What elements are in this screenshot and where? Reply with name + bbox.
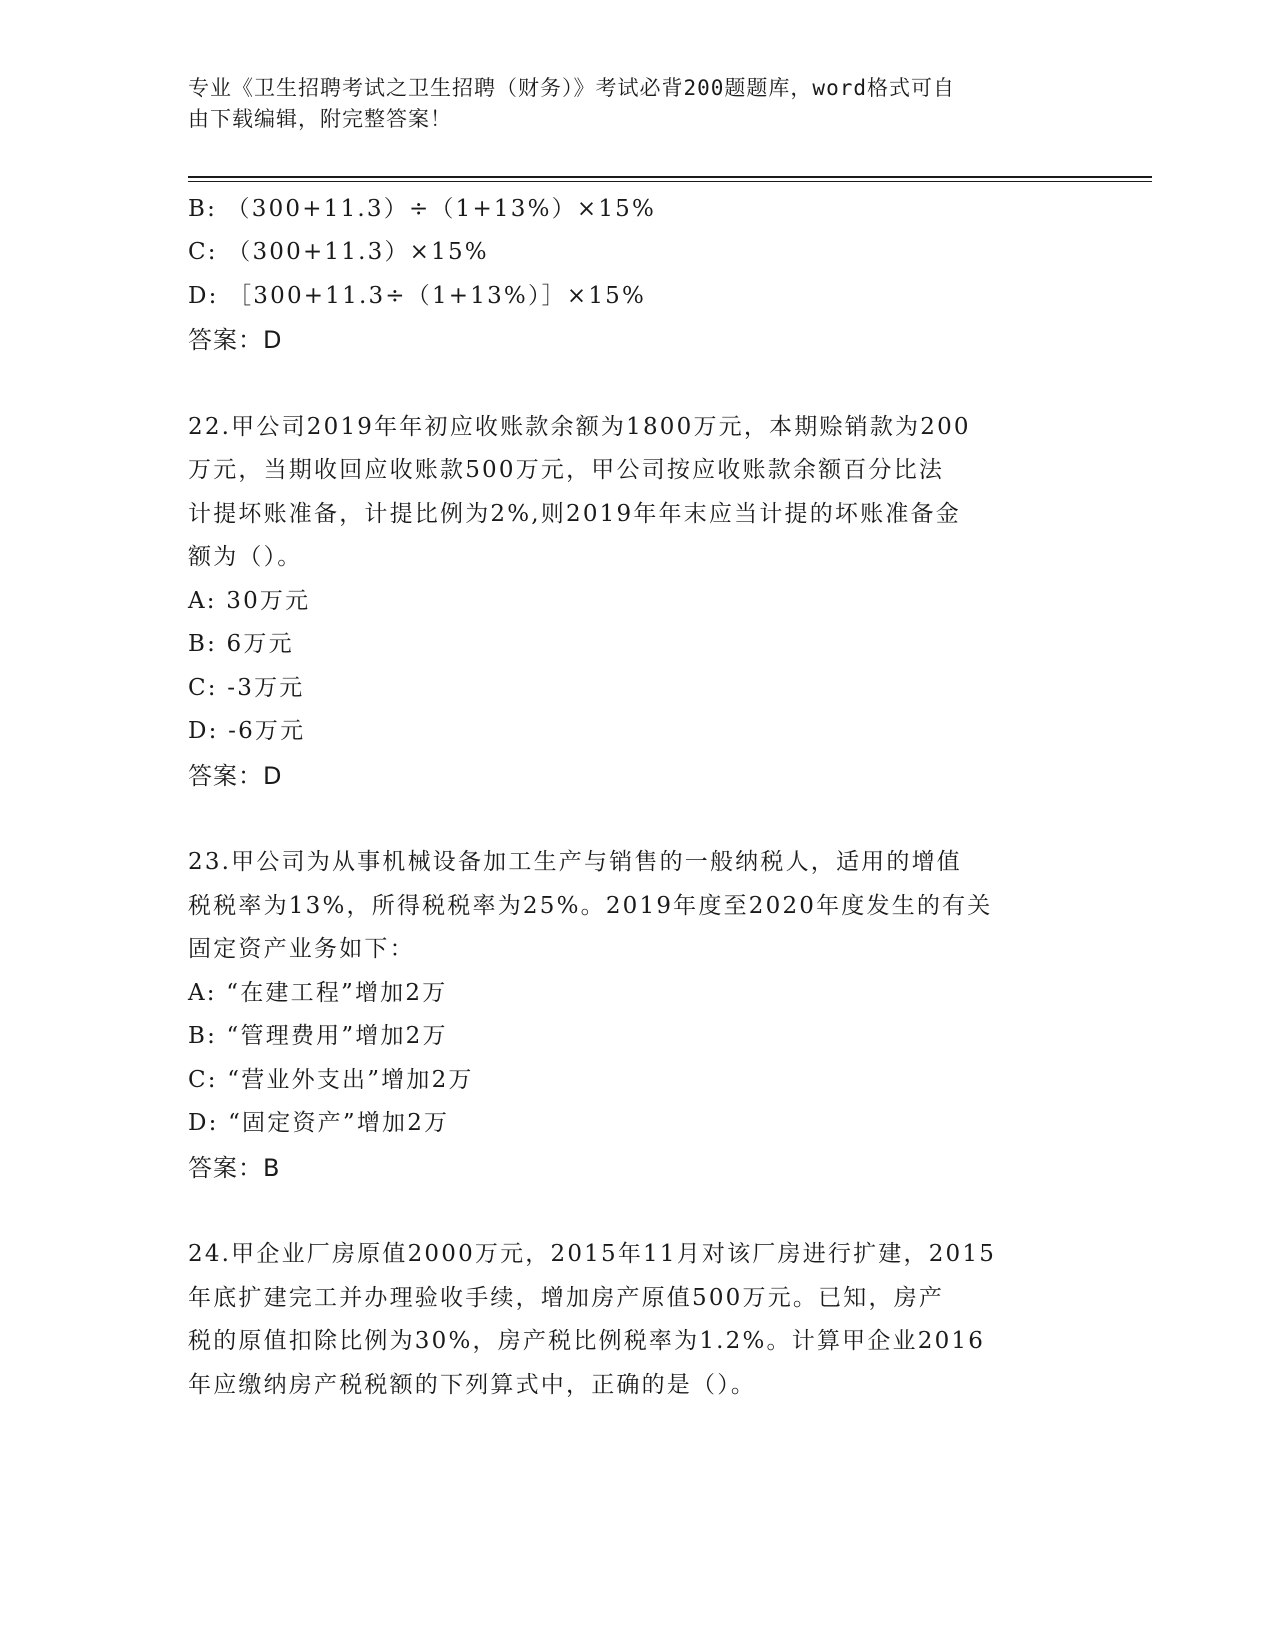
q23-option-a: A: “在建工程”增加2万	[188, 980, 448, 1006]
q21-option-b: B: （300+11.3）÷（1+13%）×15%	[188, 196, 657, 222]
q23-answer: 答案：B	[188, 1154, 281, 1182]
q23-stem-line-2: 税税率为13%，所得税税率为25%。2019年度至2020年度发生的有关	[188, 893, 993, 919]
q23-stem-line-3: 固定资产业务如下：	[188, 936, 415, 962]
q24-stem-line-3: 税的原值扣除比例为30%，房产税比例税率为1.2%。计算甲企业2016	[188, 1328, 986, 1354]
header-line-2: 由下载编辑，附完整答案！	[188, 107, 452, 131]
q22-answer: 答案：D	[188, 762, 283, 790]
q22-stem-line-4: 额为（）。	[188, 544, 303, 570]
q22-stem-line-2: 万元，当期收回应收账款500万元，甲公司按应收账款余额百分比法	[188, 457, 945, 483]
q23-option-d: D: “固定资产”增加2万	[188, 1110, 450, 1136]
q23-stem-line-1: 23.甲公司为从事机械设备加工生产与销售的一般纳税人，适用的增值	[188, 849, 962, 875]
q22-option-c: C: -3万元	[188, 675, 305, 701]
header-divider-thick	[188, 176, 1152, 178]
document-header	[188, 73, 1068, 135]
header-divider-thin	[188, 181, 1152, 182]
q22-option-b: B: 6万元	[188, 631, 294, 657]
q23-option-b: B: “管理费用”增加2万	[188, 1023, 448, 1049]
header-line-1: 专业《卫生招聘考试之卫生招聘（财务）》考试必背200题题库，word格式可自	[188, 76, 955, 100]
q21-option-c: C: （300+11.3）×15%	[188, 239, 489, 265]
q24-stem-line-4: 年应缴纳房产税税额的下列算式中，正确的是（）。	[188, 1372, 757, 1398]
q21-answer: 答案：D	[188, 326, 283, 354]
q22-option-a: A: 30万元	[188, 588, 311, 614]
q23-option-c: C: “营业外支出”增加2万	[188, 1067, 474, 1093]
q22-stem-line-1: 22.甲公司2019年年初应收账款余额为1800万元，本期赊销款为200	[188, 414, 971, 440]
q24-stem-line-2: 年底扩建完工并办理验收手续，增加房产原值500万元。已知，房产	[188, 1285, 945, 1311]
q21-option-d: D: ［300+11.3÷（1+13%）］×15%	[188, 283, 647, 309]
q24-stem-line-1: 24.甲企业厂房原值2000万元，2015年11月对该厂房进行扩建，2015	[188, 1241, 997, 1267]
q22-option-d: D: -6万元	[188, 718, 306, 744]
q22-stem-line-3: 计提坏账准备，计提比例为2%,则2019年年末应当计提的坏账准备金	[188, 501, 961, 527]
